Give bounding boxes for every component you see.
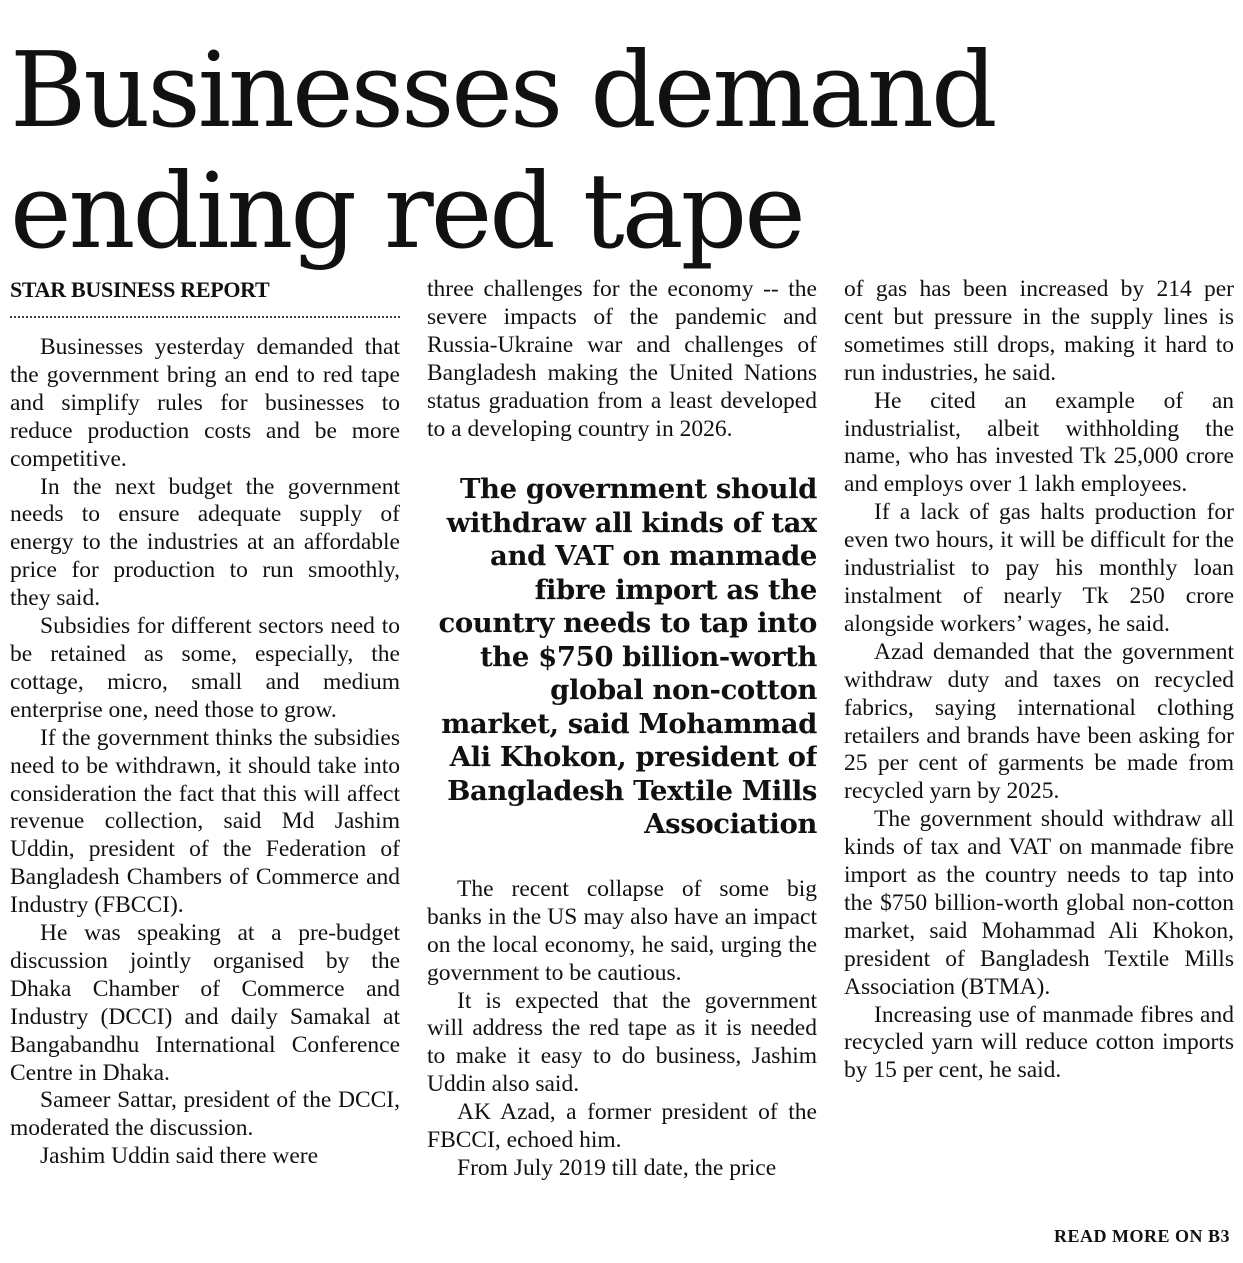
article-paragraph: If the government thinks the subsidies need to be withdrawn, it should take into consideration the fact that this will affect revenue collection, said Md Jashim Uddin, president of the Federation of Bangladesh Chambers of Commerce and Industry (FBCCI).: [10, 724, 400, 919]
article-column-3: [844, 276, 1234, 1226]
article-paragraph: Businesses yesterday demanded that the government bring an end to red tape and simplify rules for businesses to reduce production costs and be more competitive.: [10, 334, 400, 472]
pull-quote: The government should withdraw all kinds of tax and VAT on manmade fibre import as the country needs to tap into the $750 billion-worth global non-cotton market, said Mohammad Ali Khokon, president of Bangladesh Textile Mills Association: [438, 473, 817, 841]
article-paragraph: The government should withdraw all kinds of tax and VAT on manmade fibre import as the country needs to tap into the $750 billion-worth global non-cotton market, said Mohammad Ali Khokon, president of Bangladesh Textile Mills Association (BTMA).: [844, 806, 1234, 1000]
article-paragraph: He was speaking at a pre-budget discussion jointly organised by the Dhaka Chamber of Commerce and Industry (DCCI) and daily Samakal at Bangabandhu International Conference Centre in Dhaka.: [10, 920, 400, 1086]
article-paragraph: He cited an example of an industrialist, albeit withholding the name, who has invested Tk 25,000 crore and employs over 1 lakh employees.: [844, 387, 1234, 498]
article-paragraph: three challenges for the economy -- the severe impacts of the pandemic and Russia-Ukraine war and challenges of Bangladesh making the United Nations status graduation from a least developed to a developing country in 2026.: [427, 276, 817, 442]
article-paragraph: AK Azad, a former president of the FBCCI, echoed him.: [427, 1099, 817, 1154]
article-paragraph: From July 2019 till date, the price: [457, 1155, 777, 1181]
article-paragraph: Subsidies for different sectors need to be retained as some, especially, the cottage, micro, small and medium enterprise one, need those to grow.: [10, 613, 400, 723]
article-paragraph: Azad demanded that the government withdraw duty and taxes on recycled fabrics, saying international clothing retailers and brands have been asking for 25 per cent of garments be made from recycled yarn by 2025.: [844, 638, 1234, 805]
article-paragraph: Jashim Uddin said there were: [40, 1143, 319, 1170]
article-paragraph: In the next budget the government needs to ensure adequate supply of energy to the industries at an affordable price for production to run smoothly, they said.: [10, 473, 400, 612]
dotted-divider: [10, 312, 400, 318]
article-paragraph: If a lack of gas halts production for even two hours, it will be difficult for the industrialist to pay his monthly loan instalment of nearly Tk 250 crore alongside workers’ wages, he said.: [844, 499, 1234, 637]
byline: STAR BUSINESS REPORT: [10, 277, 270, 302]
article-column-2: [427, 276, 817, 1226]
article-paragraph: of gas has been increased by 214 per cent but pressure in the supply lines is sometimes still drops, making it hard to run industries, he said.: [844, 276, 1234, 386]
article-column-1: [10, 276, 400, 1226]
article-paragraph: The recent collapse of some big banks in the US may also have an impact on the local economy, he said, urging the government to be cautious.: [427, 875, 817, 986]
article-paragraph: Increasing use of manmade fibres and recycled yarn will reduce cotton imports by 15 per cent, he said.: [844, 1001, 1234, 1084]
article-paragraph: Sameer Sattar, president of the DCCI, moderated the discussion.: [10, 1087, 400, 1142]
read-more-link[interactable]: READ MORE ON B3: [1053, 1226, 1230, 1246]
article-paragraph: It is expected that the government will address the red tape as it is needed to make it easy to do business, Jashim Uddin also said.: [427, 987, 817, 1098]
headline: Businesses demand ending red tape: [10, 29, 995, 272]
